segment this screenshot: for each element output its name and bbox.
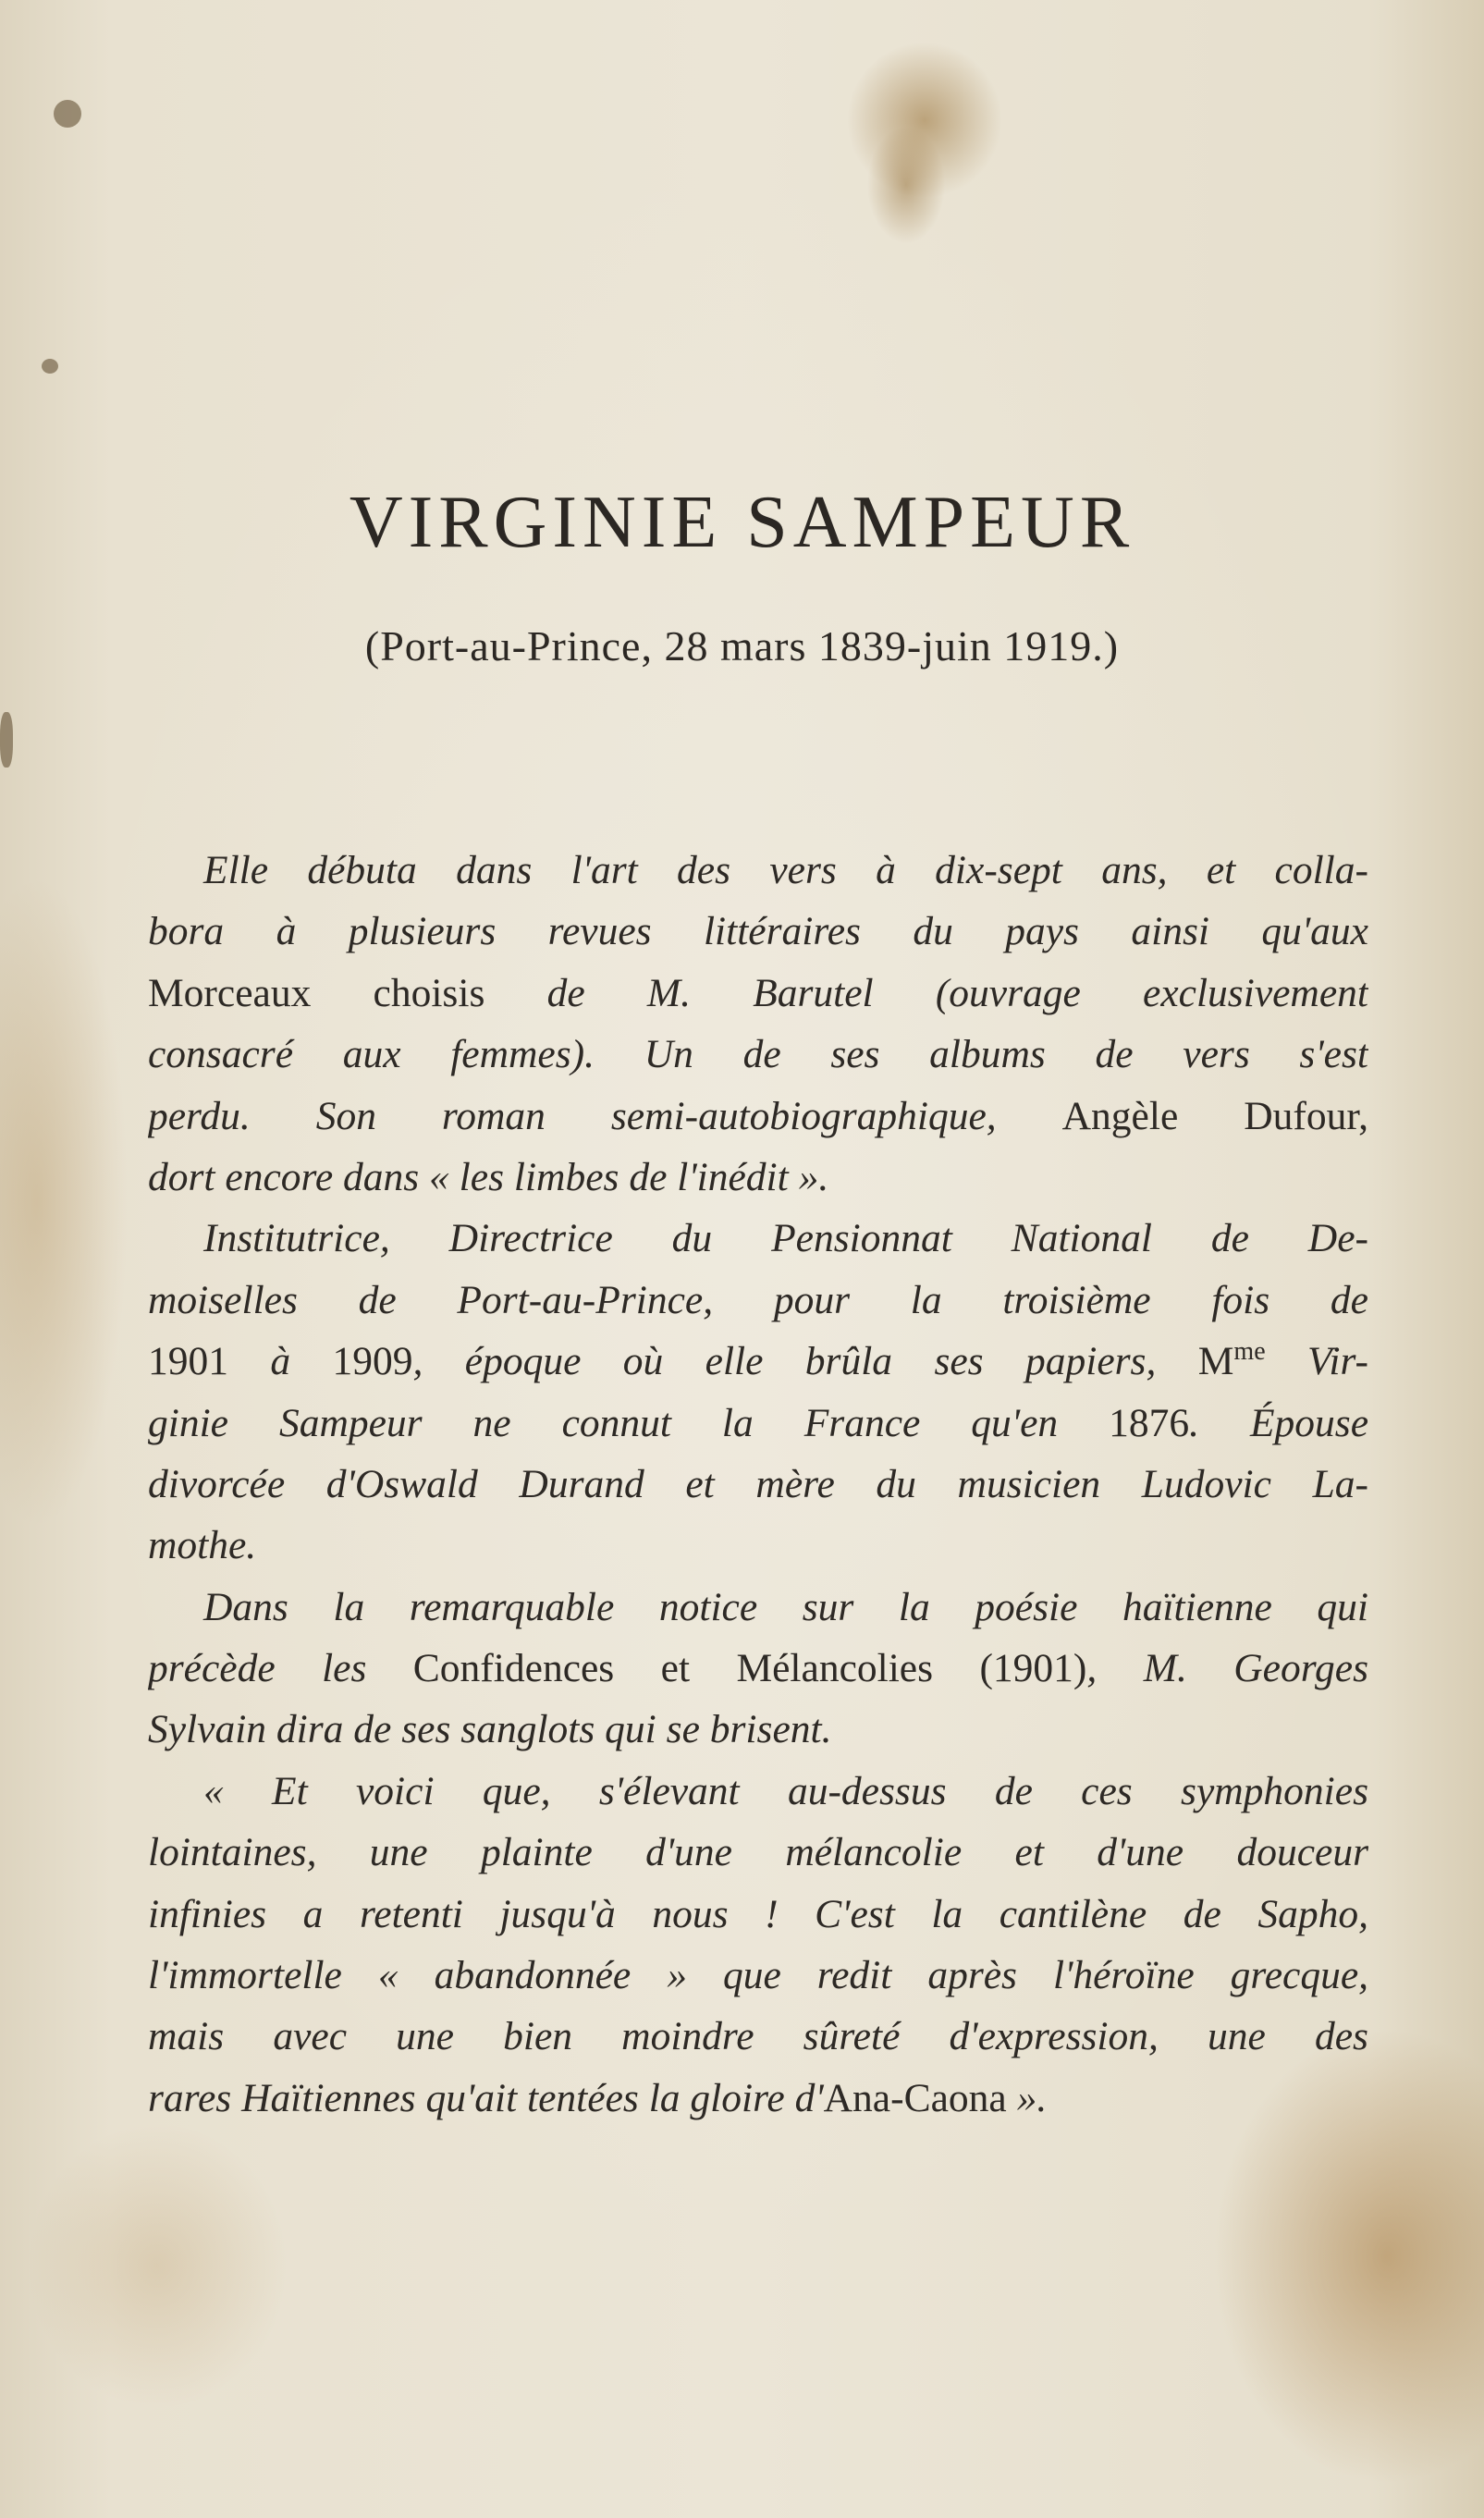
italic-text: Dans la remarquable notice sur la poésie haïtienne qui — [203, 1584, 1368, 1629]
text-line — [148, 901, 1368, 962]
italic-text: divorcée d'Oswald Durand et mère du musicien Ludovic La- — [148, 1461, 1368, 1506]
italic-text: mothe. — [148, 1523, 257, 1568]
text-line — [148, 1393, 1368, 1454]
italic-text: « Et voici que, s'élevant au-dessus de ces symphonies — [203, 1768, 1368, 1813]
text-line — [148, 840, 1368, 901]
text-line — [148, 1086, 1368, 1147]
roman-text: Ana-Caona — [823, 2075, 1007, 2120]
italic-text: rares Haïtiennes qu'ait tentées la gloire d' — [148, 2075, 824, 2120]
text-line — [148, 1454, 1368, 1515]
italic-text: Elle débuta dans l'art des vers à dix-sept ans, et colla- — [203, 848, 1368, 892]
text-line — [148, 1761, 1368, 1822]
text-line — [148, 1884, 1368, 1945]
italic-text: , M. Georges — [1086, 1646, 1368, 1691]
text-line — [148, 1331, 1368, 1392]
roman-text: 1909 — [332, 1339, 413, 1384]
ink-spot — [54, 100, 81, 128]
italic-text: , époque où elle brûla ses papiers, — [412, 1339, 1198, 1384]
roman-text: 1901 — [148, 1339, 228, 1384]
italic-text: moiselles de Port-au-Prince, pour la troisième fois de — [148, 1277, 1368, 1322]
italic-text: Vir- — [1265, 1339, 1368, 1384]
italic-text: dort encore dans « les limbes de l'inédit ». — [148, 1154, 829, 1199]
text-line — [148, 1024, 1368, 1085]
italic-text: ». — [1006, 2075, 1048, 2120]
italic-text: perdu. Son roman semi-autobiographique, — [148, 1093, 1062, 1138]
italic-text: infinies a retenti jusqu'à nous ! C'est la cantilène de Sapho, — [148, 1891, 1368, 1936]
text-line — [148, 1208, 1368, 1269]
text-line — [148, 1147, 1368, 1208]
italic-text: . Épouse — [1189, 1400, 1368, 1445]
italic-text: Institutrice, Directrice du Pensionnat National de De- — [203, 1216, 1368, 1261]
text-line — [148, 2068, 1368, 2129]
ink-spot — [0, 712, 13, 768]
ink-spot — [42, 359, 58, 374]
italic-text: ginie Sampeur ne connut la France qu'en — [148, 1400, 1110, 1445]
page-title: VIRGINIE SAMPEUR — [349, 482, 1135, 563]
italic-text: précède les — [148, 1646, 413, 1691]
text-line — [148, 1945, 1368, 2006]
superscript-text: me — [1233, 1337, 1266, 1367]
text-line — [148, 1638, 1368, 1699]
roman-text: Confidences et Mélancolies (1901) — [412, 1646, 1087, 1691]
text-line — [148, 1515, 1368, 1576]
text-line — [148, 1270, 1368, 1331]
roman-text: 1876 — [1109, 1400, 1190, 1445]
body-text — [148, 840, 1368, 2129]
text-line — [148, 1577, 1368, 1638]
roman-text: M — [1197, 1339, 1234, 1384]
roman-text: Morceaux choisis — [148, 970, 485, 1015]
italic-text: à — [228, 1339, 333, 1384]
italic-text: Sylvain dira de ses sanglots qui se brisent. — [148, 1707, 832, 1752]
italic-text: lointaines, une plainte d'une mélancolie et d'une douceur — [148, 1830, 1368, 1875]
italic-text: bora à plusieurs revues littéraires du pays ainsi qu'aux — [148, 909, 1368, 954]
roman-text: Angèle Dufour, — [1061, 1093, 1368, 1138]
italic-text: mais avec une bien moindre sûreté d'expression, une des — [148, 2014, 1368, 2059]
text-line — [148, 2006, 1368, 2067]
italic-text: consacré aux femmes). Un de ses albums de vers s'est — [148, 1032, 1368, 1077]
page-subtitle: (Port-au-Prince, 28 mars 1839-juin 1919.) — [364, 622, 1120, 669]
italic-text: l'immortelle « abandonnée » que redit après l'héroïne grecque, — [148, 1953, 1368, 1998]
text-line — [148, 1699, 1368, 1760]
italic-text: de M. Barutel (ouvrage exclusivement — [484, 970, 1368, 1015]
text-line — [148, 1822, 1368, 1883]
text-line — [148, 963, 1368, 1024]
